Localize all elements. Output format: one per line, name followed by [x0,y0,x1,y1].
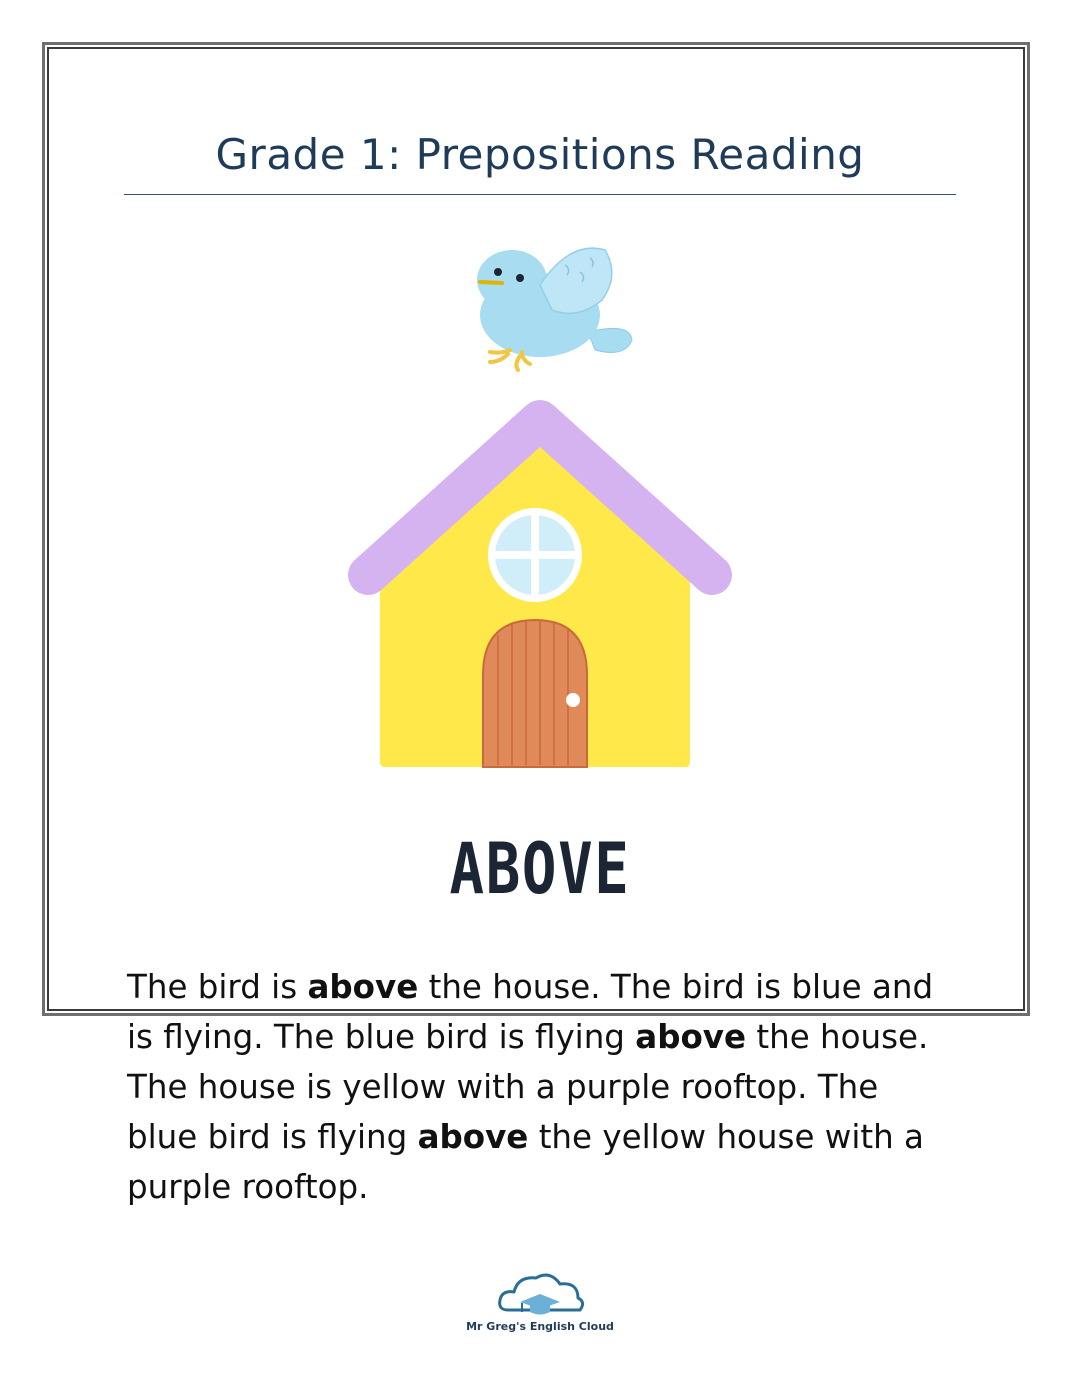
passage-line [127,962,977,1012]
highlighted-preposition: above [635,1018,747,1056]
passage-text: is flying. The blue bird is flying [127,1018,636,1056]
highlighted-preposition: above [417,1118,529,1156]
preposition-word: ABOVE [449,828,631,910]
highlighted-preposition: above [307,968,419,1006]
passage-line [127,1112,977,1162]
yellow-house-icon [368,420,712,767]
logo-caption: Mr Greg's English Cloud [466,1320,614,1333]
passage-line [127,1012,977,1062]
passage-line [127,1162,977,1212]
reading-passage [127,962,977,1212]
blue-bird-icon [477,248,632,370]
passage-text: purple rooftop. [127,1168,369,1206]
passage-text: the house. The bird is blue and [418,968,934,1006]
passage-text: The house is yellow with a purple rooftop. The [127,1068,879,1106]
passage-line [127,1062,977,1112]
passage-text: blue bird is flying [127,1118,418,1156]
passage-text: the house. [746,1018,929,1056]
page-title: Grade 1: Prepositions Reading [215,130,865,179]
passage-text: the yellow house with a [528,1118,924,1156]
illustration [340,230,740,780]
passage-text: The bird is [127,968,308,1006]
title-divider [124,194,956,195]
